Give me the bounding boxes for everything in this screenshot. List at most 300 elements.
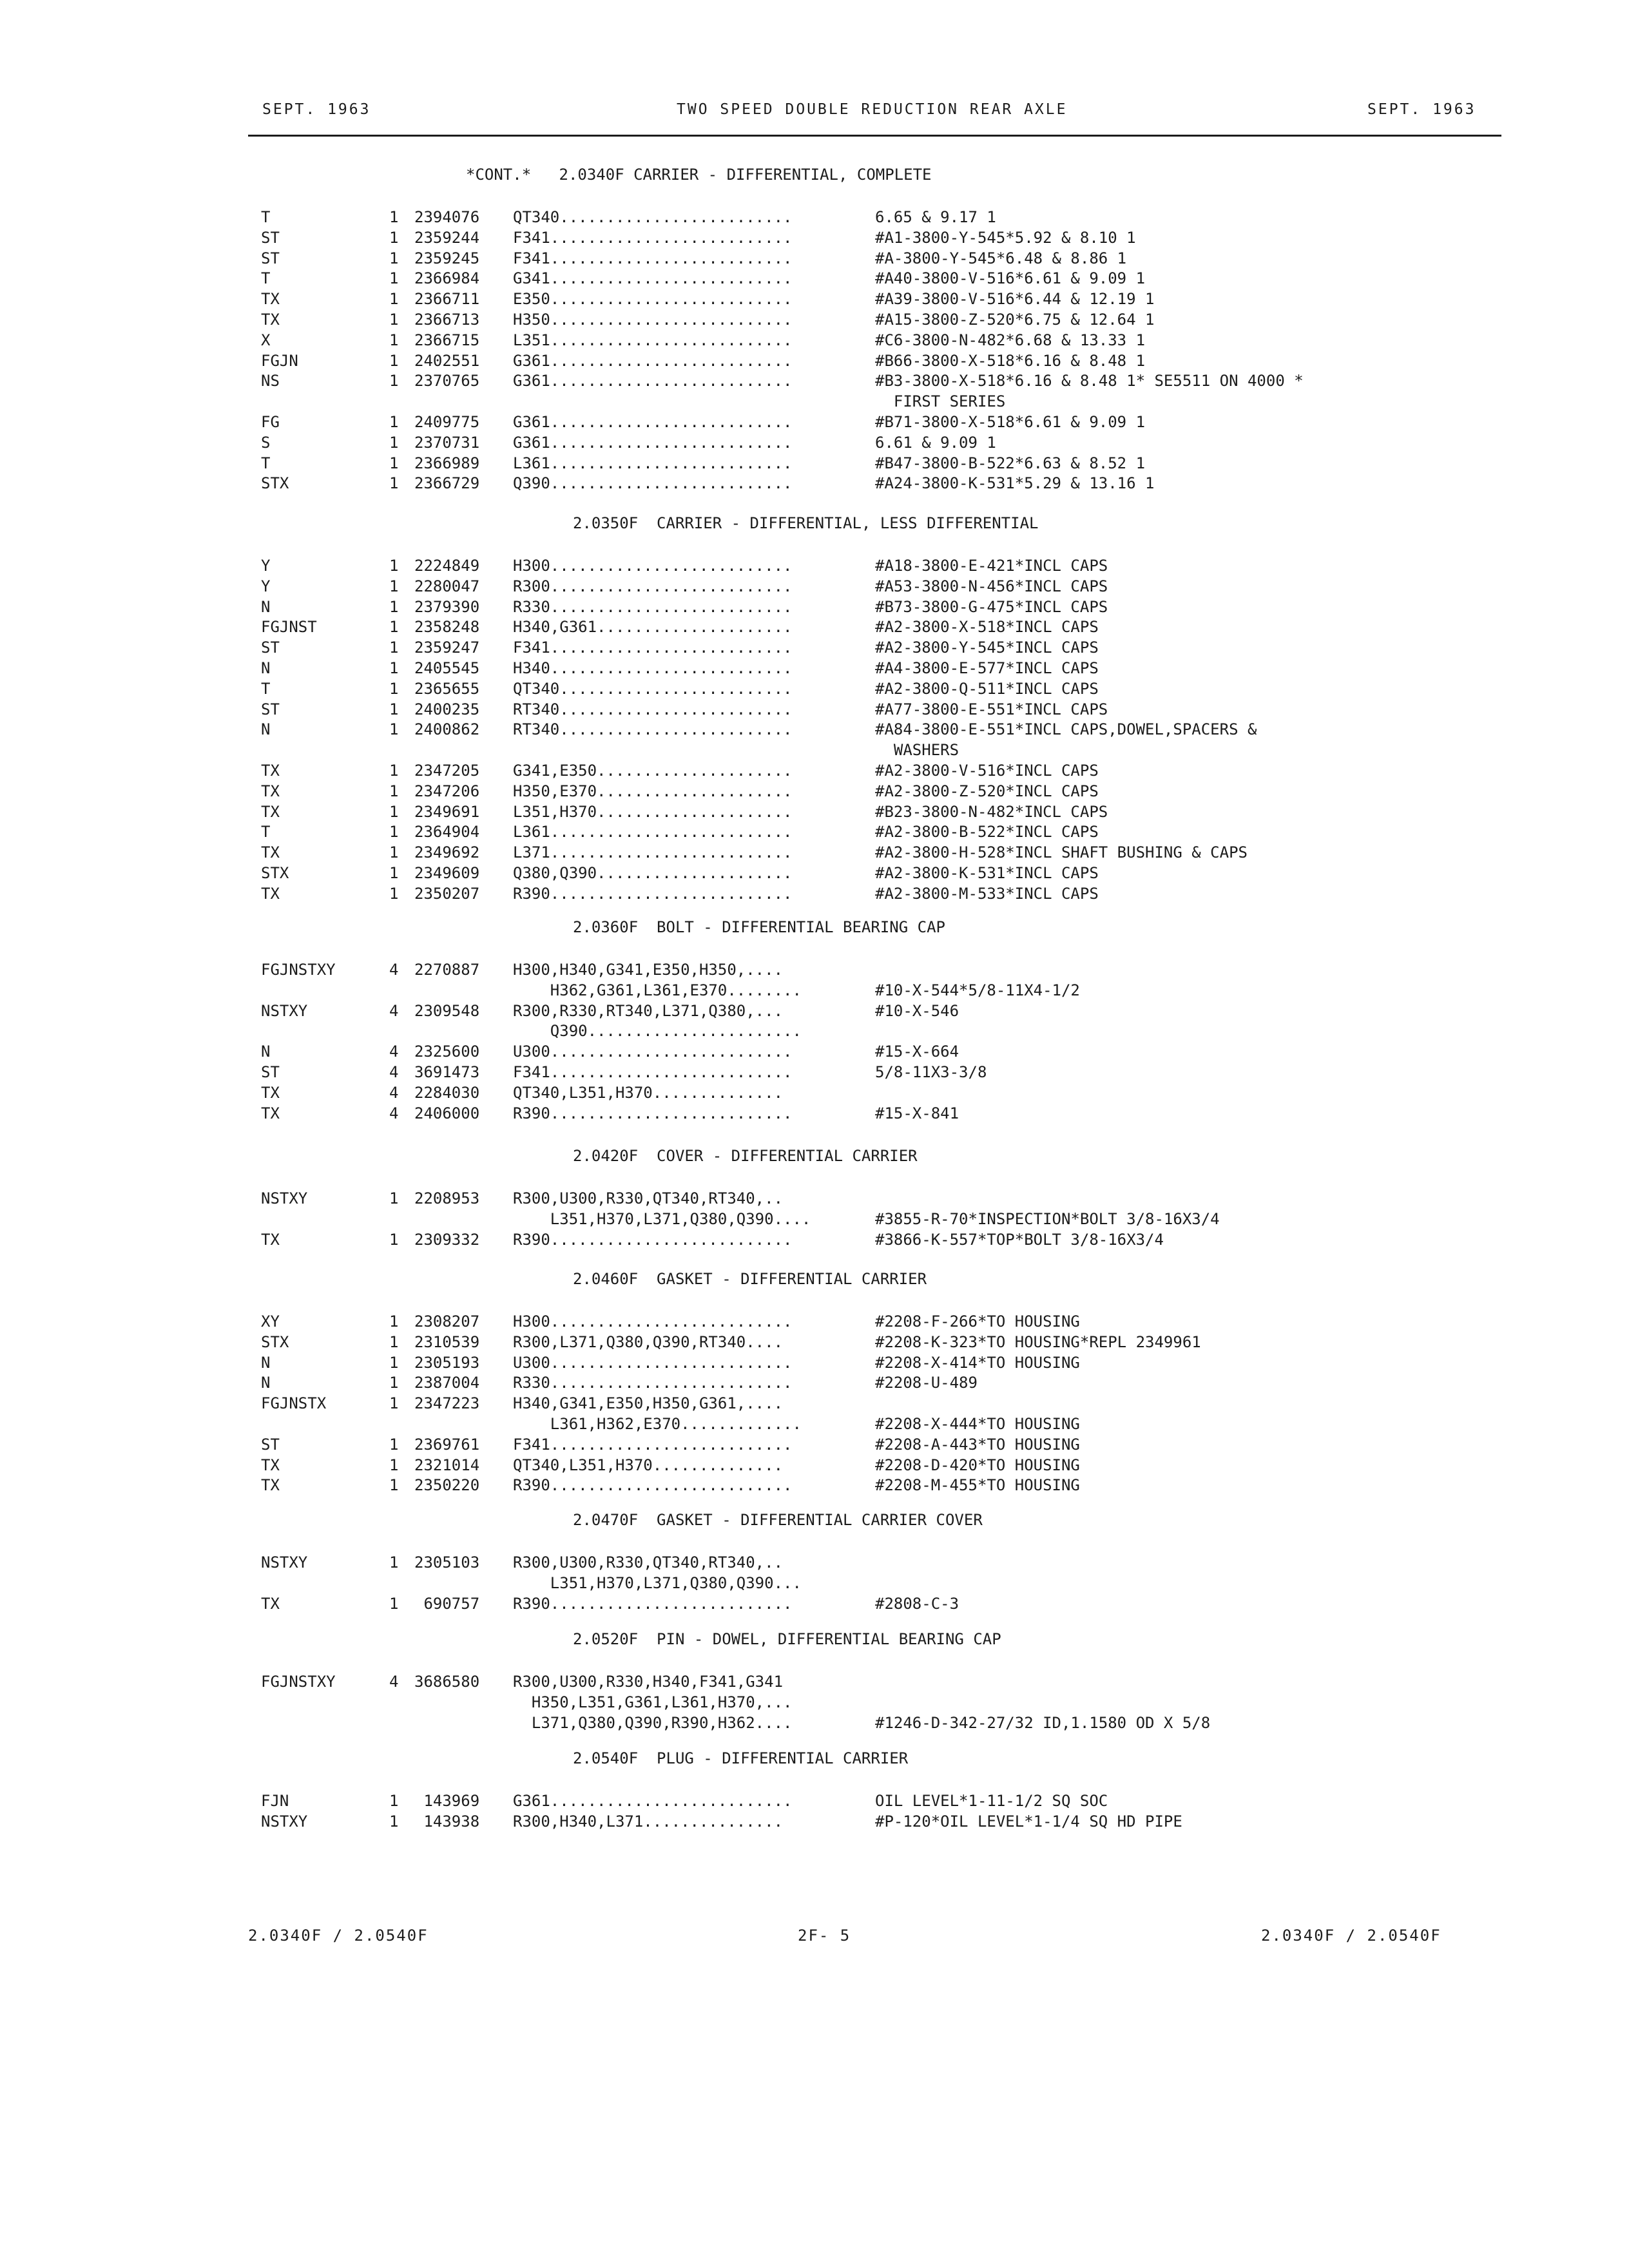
model-code: ST bbox=[261, 639, 280, 657]
model-code: TX bbox=[261, 885, 280, 903]
description: #3866-K-557*TOP*BOLT 3/8-16X3/4 bbox=[875, 1231, 1164, 1249]
quantity: 1 bbox=[389, 885, 399, 903]
table-row bbox=[0, 802, 1629, 822]
table-row bbox=[0, 1103, 1629, 1124]
description: #A24-3800-K-531*5.29 & 13.16 1 bbox=[875, 474, 1155, 492]
description: #B71-3800-X-518*6.61 & 9.09 1 bbox=[875, 413, 1146, 431]
model-code: ST bbox=[261, 249, 280, 267]
table-row bbox=[0, 959, 1629, 980]
model-code: FGJNST bbox=[261, 618, 317, 636]
quantity: 1 bbox=[389, 249, 399, 267]
application: R300,R330,RT340,L371,Q380,... bbox=[513, 1002, 784, 1020]
table-row bbox=[0, 719, 1629, 740]
table-row bbox=[0, 1041, 1629, 1062]
description: #10-X-544*5/8-11X4-1/2 bbox=[875, 981, 1080, 999]
part-number: 2406000 bbox=[414, 1104, 480, 1122]
quantity: 1 bbox=[389, 1354, 399, 1372]
part-number: 2350207 bbox=[414, 885, 480, 903]
part-number: 2366715 bbox=[414, 331, 480, 349]
table-row bbox=[0, 1713, 1629, 1733]
description: #2208-X-444*TO HOUSING bbox=[875, 1415, 1080, 1433]
part-number: 2349609 bbox=[414, 864, 480, 882]
model-code: T bbox=[261, 680, 271, 698]
part-number: 2280047 bbox=[414, 577, 480, 595]
model-code: TX bbox=[261, 782, 280, 800]
model-code: TX bbox=[261, 1231, 280, 1249]
quantity: 1 bbox=[389, 290, 399, 308]
quantity: 1 bbox=[389, 1476, 399, 1494]
part-number: 2359244 bbox=[414, 229, 480, 247]
application: F341.......................... bbox=[513, 1436, 793, 1454]
quantity: 1 bbox=[389, 1312, 399, 1331]
model-code: Y bbox=[261, 577, 271, 595]
part-number: 2284030 bbox=[414, 1084, 480, 1102]
table-row bbox=[0, 1229, 1629, 1250]
application: H350,E370..................... bbox=[513, 782, 793, 800]
quantity: 1 bbox=[389, 843, 399, 861]
part-number: 3691473 bbox=[414, 1063, 480, 1081]
part-number: 2379390 bbox=[414, 598, 480, 616]
application: G341,E350..................... bbox=[513, 762, 793, 780]
quantity: 1 bbox=[389, 208, 399, 226]
application: L351.......................... bbox=[513, 331, 793, 349]
table-row bbox=[0, 822, 1629, 842]
application: F341.......................... bbox=[513, 639, 793, 657]
description: #2208-U-489 bbox=[875, 1374, 978, 1392]
application: H362,G361,L361,E370........ bbox=[513, 981, 802, 999]
part-number: 2321014 bbox=[414, 1456, 480, 1474]
model-code: TX bbox=[261, 311, 280, 329]
application: QT340......................... bbox=[513, 208, 793, 226]
application: H300.......................... bbox=[513, 1312, 793, 1331]
application: L371,Q380,Q390,R390,H362.... bbox=[513, 1714, 793, 1732]
model-code: NSTXY bbox=[261, 1002, 308, 1020]
part-number: 2364904 bbox=[414, 823, 480, 841]
header-rule bbox=[248, 135, 1501, 137]
table-row bbox=[0, 576, 1629, 597]
description: #3855-R-70*INSPECTION*BOLT 3/8-16X3/4 bbox=[875, 1210, 1220, 1228]
table-row bbox=[0, 863, 1629, 883]
part-number: 2347205 bbox=[414, 762, 480, 780]
quantity: 1 bbox=[389, 598, 399, 616]
model-code: X bbox=[261, 331, 271, 349]
table-row bbox=[0, 1062, 1629, 1082]
quantity: 1 bbox=[389, 372, 399, 390]
table-row bbox=[0, 1311, 1629, 1332]
table-row bbox=[0, 391, 1629, 412]
model-code: TX bbox=[261, 1456, 280, 1474]
quantity: 1 bbox=[389, 269, 399, 287]
quantity: 4 bbox=[389, 1084, 399, 1102]
description: #A84-3800-E-551*INCL CAPS,DOWEL,SPACERS & bbox=[875, 720, 1257, 738]
table-row bbox=[0, 842, 1629, 863]
quantity: 1 bbox=[389, 1436, 399, 1454]
part-number: 2305193 bbox=[414, 1354, 480, 1372]
model-code: ST bbox=[261, 700, 280, 718]
application: H300,H340,G341,E350,H350,.... bbox=[513, 961, 784, 979]
table-row bbox=[0, 1414, 1629, 1434]
quantity: 4 bbox=[389, 961, 399, 979]
application: G361.......................... bbox=[513, 352, 793, 370]
quantity: 1 bbox=[389, 618, 399, 636]
part-number: 2400235 bbox=[414, 700, 480, 718]
model-code: ST bbox=[261, 1063, 280, 1081]
quantity: 1 bbox=[389, 720, 399, 738]
part-number: 2309332 bbox=[414, 1231, 480, 1249]
model-code: ST bbox=[261, 1436, 280, 1454]
table-row bbox=[0, 351, 1629, 371]
description: #A53-3800-N-456*INCL CAPS bbox=[875, 577, 1108, 595]
table-row bbox=[0, 883, 1629, 904]
table-row bbox=[0, 1811, 1629, 1832]
description: #15-X-841 bbox=[875, 1104, 959, 1122]
quantity: 1 bbox=[389, 1456, 399, 1474]
part-number: 2366729 bbox=[414, 474, 480, 492]
quantity: 1 bbox=[389, 454, 399, 472]
application: H340.......................... bbox=[513, 659, 793, 677]
description: #B3-3800-X-518*6.16 & 8.48 1* SE5511 ON 4000 * bbox=[875, 372, 1304, 390]
quantity: 1 bbox=[389, 1812, 399, 1831]
model-code: NSTXY bbox=[261, 1189, 308, 1207]
application: H350.......................... bbox=[513, 311, 793, 329]
quantity: 4 bbox=[389, 1063, 399, 1081]
application: F341.......................... bbox=[513, 229, 793, 247]
application: R390.......................... bbox=[513, 1476, 793, 1494]
application: R300,H340,L371............... bbox=[513, 1812, 784, 1831]
model-code: N bbox=[261, 1043, 271, 1061]
quantity: 1 bbox=[389, 577, 399, 595]
table-row bbox=[0, 1021, 1629, 1041]
table-row bbox=[0, 1791, 1629, 1811]
application: R330.......................... bbox=[513, 1374, 793, 1392]
model-code: N bbox=[261, 1374, 271, 1392]
quantity: 1 bbox=[389, 311, 399, 329]
table-row bbox=[0, 980, 1629, 1001]
quantity: 4 bbox=[389, 1002, 399, 1020]
table-row bbox=[0, 555, 1629, 576]
section-title: 2.0420F COVER - DIFFERENTIAL CARRIER bbox=[573, 1147, 918, 1165]
model-code: TX bbox=[261, 1084, 280, 1102]
section-title: 2.0460F GASKET - DIFFERENTIAL CARRIER bbox=[573, 1270, 927, 1288]
application: L351,H370..................... bbox=[513, 803, 793, 821]
part-number: 690757 bbox=[414, 1595, 480, 1613]
quantity: 1 bbox=[389, 1792, 399, 1810]
description: #2208-A-443*TO HOUSING bbox=[875, 1436, 1080, 1454]
part-number: 2358248 bbox=[414, 618, 480, 636]
description: OIL LEVEL*1-11-1/2 SQ SOC bbox=[875, 1792, 1108, 1810]
application: U300.......................... bbox=[513, 1043, 793, 1061]
description: #B73-3800-G-475*INCL CAPS bbox=[875, 598, 1108, 616]
quantity: 1 bbox=[389, 1374, 399, 1392]
model-code: T bbox=[261, 823, 271, 841]
model-code: NS bbox=[261, 372, 280, 390]
table-row bbox=[0, 699, 1629, 720]
part-number: 2402551 bbox=[414, 352, 480, 370]
part-number: 2308207 bbox=[414, 1312, 480, 1331]
description: #A39-3800-V-516*6.44 & 12.19 1 bbox=[875, 290, 1155, 308]
table-row bbox=[0, 370, 1629, 391]
model-code: FGJN bbox=[261, 352, 298, 370]
application: RT340......................... bbox=[513, 720, 793, 738]
model-code: N bbox=[261, 598, 271, 616]
part-number: 2325600 bbox=[414, 1043, 480, 1061]
table-row bbox=[0, 412, 1629, 432]
quantity: 1 bbox=[389, 1231, 399, 1249]
table-row bbox=[0, 1332, 1629, 1352]
application: E350.......................... bbox=[513, 290, 793, 308]
application: R300,U300,R330,H340,F341,G341 bbox=[513, 1673, 784, 1691]
model-code: TX bbox=[261, 1104, 280, 1122]
quantity: 1 bbox=[389, 782, 399, 800]
application: L351,H370,L371,Q380,Q390.... bbox=[513, 1210, 811, 1228]
quantity: 1 bbox=[389, 434, 399, 452]
model-code: Y bbox=[261, 557, 271, 575]
description: 6.65 & 9.17 1 bbox=[875, 208, 996, 226]
application: R390.......................... bbox=[513, 1231, 793, 1249]
application: Q390....................... bbox=[513, 1022, 802, 1040]
table-row bbox=[0, 330, 1629, 351]
quantity: 1 bbox=[389, 680, 399, 698]
description: #2208-D-420*TO HOUSING bbox=[875, 1456, 1080, 1474]
table-row bbox=[0, 1188, 1629, 1209]
table-row bbox=[0, 1692, 1629, 1713]
model-code: FG bbox=[261, 413, 280, 431]
table-row bbox=[0, 268, 1629, 289]
section-title: *CONT.* 2.0340F CARRIER - DIFFERENTIAL, COMPLETE bbox=[466, 166, 932, 184]
description: #2208-X-414*TO HOUSING bbox=[875, 1354, 1080, 1372]
section-title: 2.0540F PLUG - DIFFERENTIAL CARRIER bbox=[573, 1749, 909, 1767]
header-title: TWO SPEED DOUBLE REDUCTION REAR AXLE bbox=[677, 101, 1068, 118]
application: G361.......................... bbox=[513, 413, 793, 431]
description: #A77-3800-E-551*INCL CAPS bbox=[875, 700, 1108, 718]
application: R300.......................... bbox=[513, 577, 793, 595]
description: #10-X-546 bbox=[875, 1002, 959, 1020]
application: RT340......................... bbox=[513, 700, 793, 718]
table-row bbox=[0, 1352, 1629, 1373]
model-code: TX bbox=[261, 290, 280, 308]
application: R300,U300,R330,QT340,RT340,.. bbox=[513, 1553, 784, 1571]
header-date-right: SEPT. 1963 bbox=[1367, 101, 1476, 118]
description: #A2-3800-Y-545*INCL CAPS bbox=[875, 639, 1099, 657]
quantity: 1 bbox=[389, 1553, 399, 1571]
description: #A2-3800-K-531*INCL CAPS bbox=[875, 864, 1099, 882]
application: G361.......................... bbox=[513, 1792, 793, 1810]
quantity: 1 bbox=[389, 1394, 399, 1412]
description: WASHERS bbox=[875, 741, 959, 759]
quantity: 1 bbox=[389, 1333, 399, 1351]
model-code: FGJNSTXY bbox=[261, 961, 336, 979]
model-code: FGJNSTXY bbox=[261, 1673, 336, 1691]
application: R390.......................... bbox=[513, 1104, 793, 1122]
quantity: 1 bbox=[389, 803, 399, 821]
description: #P-120*OIL LEVEL*1-1/4 SQ HD PIPE bbox=[875, 1812, 1182, 1831]
application: QT340......................... bbox=[513, 680, 793, 698]
application: L351,H370,L371,Q380,Q390... bbox=[513, 1574, 802, 1592]
description: #A2-3800-X-518*INCL CAPS bbox=[875, 618, 1099, 636]
table-row bbox=[0, 1209, 1629, 1229]
part-number: 2310539 bbox=[414, 1333, 480, 1351]
section-title: 2.0360F BOLT - DIFFERENTIAL BEARING CAP bbox=[573, 918, 945, 936]
part-number: 2359245 bbox=[414, 249, 480, 267]
application: QT340,L351,H370.............. bbox=[513, 1084, 784, 1102]
part-number: 2366711 bbox=[414, 290, 480, 308]
table-row bbox=[0, 1573, 1629, 1593]
quantity: 1 bbox=[389, 1595, 399, 1613]
table-row bbox=[0, 1455, 1629, 1475]
header-date-left: SEPT. 1963 bbox=[262, 101, 371, 118]
part-number: 2394076 bbox=[414, 208, 480, 226]
application: G361.......................... bbox=[513, 434, 793, 452]
table-row bbox=[0, 658, 1629, 678]
model-code: FJN bbox=[261, 1792, 289, 1810]
description: 5/8-11X3-3/8 bbox=[875, 1063, 987, 1081]
model-code: NSTXY bbox=[261, 1812, 308, 1831]
description: #A2-3800-V-516*INCL CAPS bbox=[875, 762, 1099, 780]
application: L371.......................... bbox=[513, 843, 793, 861]
table-row bbox=[0, 678, 1629, 699]
table-row bbox=[0, 453, 1629, 474]
model-code: N bbox=[261, 720, 271, 738]
section-title: 2.0350F CARRIER - DIFFERENTIAL, LESS DIFFERENTIAL bbox=[573, 514, 1039, 532]
description: #A1-3800-Y-545*5.92 & 8.10 1 bbox=[875, 229, 1136, 247]
quantity: 1 bbox=[389, 1189, 399, 1207]
part-number: 2387004 bbox=[414, 1374, 480, 1392]
application: H350,L351,G361,L361,H370,... bbox=[513, 1693, 793, 1711]
part-number: 2409775 bbox=[414, 413, 480, 431]
application: R300,U300,R330,QT340,RT340,.. bbox=[513, 1189, 784, 1207]
application: H340,G361..................... bbox=[513, 618, 793, 636]
application: R390.......................... bbox=[513, 885, 793, 903]
part-number: 2208953 bbox=[414, 1189, 480, 1207]
quantity: 1 bbox=[389, 823, 399, 841]
table-row bbox=[0, 1372, 1629, 1393]
table-row bbox=[0, 473, 1629, 494]
table-row bbox=[0, 309, 1629, 330]
model-code: FGJNSTX bbox=[261, 1394, 327, 1412]
model-code: TX bbox=[261, 1595, 280, 1613]
application: F341.......................... bbox=[513, 1063, 793, 1081]
application: Q390.......................... bbox=[513, 474, 793, 492]
quantity: 1 bbox=[389, 762, 399, 780]
part-number: 2366713 bbox=[414, 311, 480, 329]
section-title: 2.0470F GASKET - DIFFERENTIAL CARRIER COVER bbox=[573, 1511, 983, 1529]
part-number: 2370765 bbox=[414, 372, 480, 390]
table-row bbox=[0, 1671, 1629, 1692]
quantity: 1 bbox=[389, 474, 399, 492]
description: #2208-M-455*TO HOUSING bbox=[875, 1476, 1080, 1494]
application: G361.......................... bbox=[513, 372, 793, 390]
model-code: S bbox=[261, 434, 271, 452]
table-row bbox=[0, 432, 1629, 453]
table-row bbox=[0, 781, 1629, 802]
model-code: T bbox=[261, 269, 271, 287]
part-number: 2350220 bbox=[414, 1476, 480, 1494]
description: #A2-3800-B-522*INCL CAPS bbox=[875, 823, 1099, 841]
quantity: 1 bbox=[389, 864, 399, 882]
application: R300,L371,Q380,Q390,RT340.... bbox=[513, 1333, 784, 1351]
table-row bbox=[0, 1082, 1629, 1103]
quantity: 1 bbox=[389, 413, 399, 431]
description: #2808-C-3 bbox=[875, 1595, 959, 1613]
part-number: 2349692 bbox=[414, 843, 480, 861]
quantity: 1 bbox=[389, 331, 399, 349]
table-row bbox=[0, 617, 1629, 637]
description: 6.61 & 9.09 1 bbox=[875, 434, 996, 452]
model-code: TX bbox=[261, 1476, 280, 1494]
part-number: 2349691 bbox=[414, 803, 480, 821]
description: #A18-3800-E-421*INCL CAPS bbox=[875, 557, 1108, 575]
footer-range-right: 2.0340F / 2.0540F bbox=[1261, 1927, 1441, 1945]
model-code: STX bbox=[261, 864, 289, 882]
description: #A4-3800-E-577*INCL CAPS bbox=[875, 659, 1099, 677]
model-code: T bbox=[261, 454, 271, 472]
table-row bbox=[0, 1593, 1629, 1614]
description: #C6-3800-N-482*6.68 & 13.33 1 bbox=[875, 331, 1146, 349]
description: #A-3800-Y-545*6.48 & 8.86 1 bbox=[875, 249, 1127, 267]
description: #A2-3800-Z-520*INCL CAPS bbox=[875, 782, 1099, 800]
model-code: STX bbox=[261, 1333, 289, 1351]
part-number: 2305103 bbox=[414, 1553, 480, 1571]
part-number: 2270887 bbox=[414, 961, 480, 979]
application: QT340,L351,H370.............. bbox=[513, 1456, 784, 1474]
part-number: 2309548 bbox=[414, 1002, 480, 1020]
application: R390.......................... bbox=[513, 1595, 793, 1613]
quantity: 1 bbox=[389, 352, 399, 370]
model-code: TX bbox=[261, 762, 280, 780]
application: H340,G341,E350,H350,G361,.... bbox=[513, 1394, 784, 1412]
model-code: NSTXY bbox=[261, 1553, 308, 1571]
section-title: 2.0520F PIN - DOWEL, DIFFERENTIAL BEARING CAP bbox=[573, 1630, 1001, 1648]
model-code: XY bbox=[261, 1312, 280, 1331]
quantity: 1 bbox=[389, 229, 399, 247]
description: #A2-3800-H-528*INCL SHAFT BUSHING & CAPS bbox=[875, 843, 1248, 861]
part-number: 2224849 bbox=[414, 557, 480, 575]
quantity: 4 bbox=[389, 1043, 399, 1061]
part-number: 2405545 bbox=[414, 659, 480, 677]
part-number: 2347206 bbox=[414, 782, 480, 800]
model-code: ST bbox=[261, 229, 280, 247]
application: H300.......................... bbox=[513, 557, 793, 575]
application: U300.......................... bbox=[513, 1354, 793, 1372]
description: #B47-3800-B-522*6.63 & 8.52 1 bbox=[875, 454, 1146, 472]
table-row bbox=[0, 740, 1629, 760]
application: R330.......................... bbox=[513, 598, 793, 616]
table-row bbox=[0, 1475, 1629, 1495]
table-row bbox=[0, 1552, 1629, 1573]
application: L361,H362,E370............. bbox=[513, 1415, 802, 1433]
model-code: T bbox=[261, 208, 271, 226]
table-row bbox=[0, 637, 1629, 658]
table-row bbox=[0, 1434, 1629, 1455]
table-row bbox=[0, 760, 1629, 781]
application: L361.......................... bbox=[513, 454, 793, 472]
description: FIRST SERIES bbox=[875, 392, 1006, 410]
part-number: 2359247 bbox=[414, 639, 480, 657]
quantity: 1 bbox=[389, 639, 399, 657]
part-number: 2347223 bbox=[414, 1394, 480, 1412]
table-row bbox=[0, 597, 1629, 617]
application: F341.......................... bbox=[513, 249, 793, 267]
description: #A15-3800-Z-520*6.75 & 12.64 1 bbox=[875, 311, 1155, 329]
application: Q380,Q390..................... bbox=[513, 864, 793, 882]
table-row bbox=[0, 1001, 1629, 1021]
quantity: 4 bbox=[389, 1673, 399, 1691]
model-code: TX bbox=[261, 803, 280, 821]
quantity: 1 bbox=[389, 659, 399, 677]
description: #B23-3800-N-482*INCL CAPS bbox=[875, 803, 1108, 821]
quantity: 1 bbox=[389, 557, 399, 575]
part-number: 2370731 bbox=[414, 434, 480, 452]
